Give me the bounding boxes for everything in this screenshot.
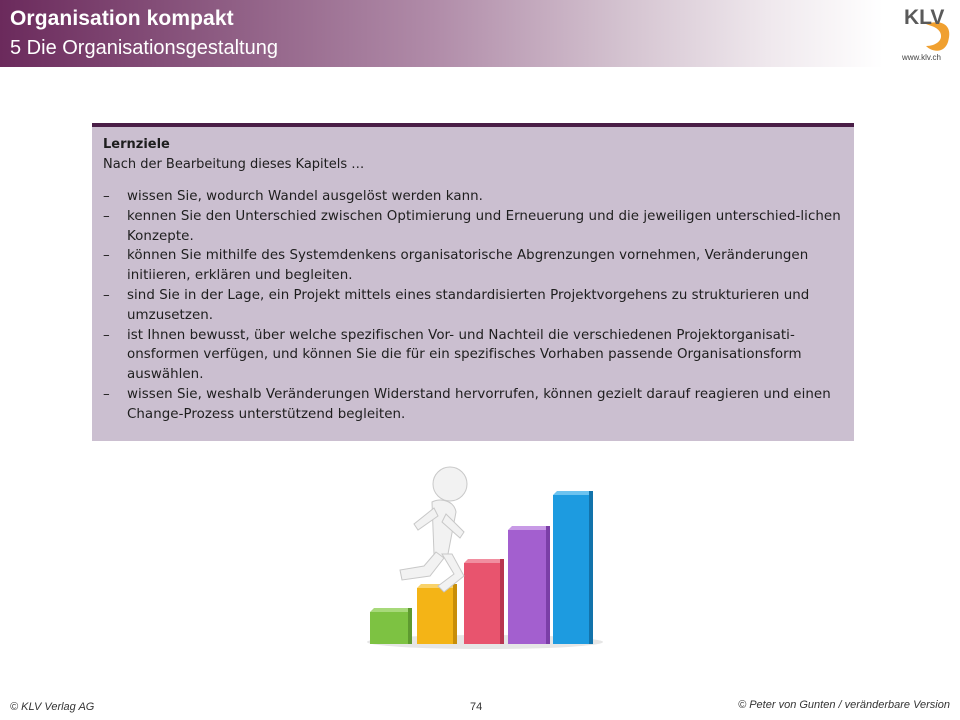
list-item bbox=[103, 207, 842, 247]
list-item bbox=[103, 187, 842, 207]
learning-goals-heading: Lernziele bbox=[103, 137, 170, 152]
list-item-text: ist Ihnen bewusst, über welche spezifischen Vor- und Nachteil die verschiedenen Projektorganisati-onsformen verfügen, und können Sie die für ein spezifisches Vorhaben passende Organisationsform auswählen. bbox=[127, 327, 802, 383]
climbing-figure bbox=[400, 467, 467, 592]
list-item bbox=[103, 246, 842, 286]
header-subtitle: 5 Die Organisationsgestaltung bbox=[10, 37, 278, 59]
figure-climbing-bar-steps-icon bbox=[360, 462, 605, 652]
slide-header bbox=[0, 0, 960, 67]
list-item-text: sind Sie in der Lage, ein Projekt mittels eines standardisierten Projektvorgehens zu strukturieren und umzusetzen. bbox=[127, 287, 810, 323]
list-dash: – bbox=[103, 287, 110, 303]
list-item-text: wissen Sie, wodurch Wandel ausgelöst werden kann. bbox=[127, 189, 483, 204]
list-item-text: kennen Sie den Unterschied zwischen Optimierung und Erneuerung und die jeweiligen unterschied-lichen Konzepte. bbox=[127, 208, 841, 244]
list-dash: – bbox=[103, 327, 110, 343]
list-item-text: wissen Sie, weshalb Veränderungen Widerstand hervorrufen, können gezielt darauf reagieren und einen Change-Prozess unterstützend begleiten. bbox=[127, 386, 831, 422]
learning-goals-box bbox=[92, 123, 854, 441]
list-item bbox=[103, 286, 842, 326]
page-number: 74 bbox=[470, 701, 483, 713]
bar-3 bbox=[464, 559, 504, 644]
bar-5 bbox=[553, 491, 593, 644]
bar-2 bbox=[417, 584, 457, 644]
bar-4 bbox=[508, 526, 550, 644]
header-title: Organisation kompakt bbox=[10, 7, 234, 30]
list-item-text: können Sie mithilfe des Systemdenkens organisatorische Abgrenzungen vornehmen, Veränderungen initiieren, erklären und begleiten. bbox=[127, 248, 809, 284]
list-dash: – bbox=[103, 208, 110, 224]
bar-1 bbox=[370, 608, 412, 644]
list-dash: – bbox=[103, 248, 110, 264]
list-dash: – bbox=[103, 189, 110, 204]
footer-author: © Peter von Gunten / veränderbare Version bbox=[738, 699, 950, 711]
list-item bbox=[103, 326, 842, 385]
footer-copyright: © KLV Verlag AG bbox=[10, 701, 95, 713]
logo-url: www.klv.ch bbox=[902, 53, 941, 62]
list-dash: – bbox=[103, 386, 110, 402]
learning-goals-intro: Nach der Bearbeitung dieses Kapitels … bbox=[103, 157, 365, 172]
klv-logo-text: KLV bbox=[904, 6, 945, 29]
learning-goals-list bbox=[103, 187, 842, 425]
list-item bbox=[103, 385, 842, 425]
